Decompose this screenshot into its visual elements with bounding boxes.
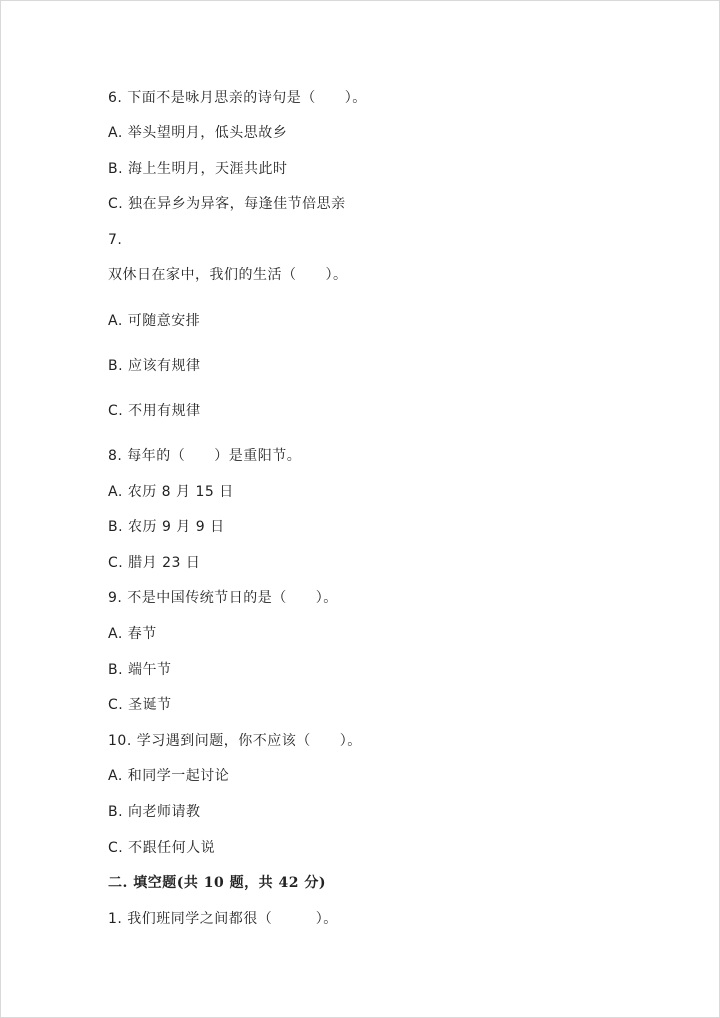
- question-10-option-a: A. 和同学一起讨论: [108, 768, 230, 784]
- question-8-option-b: B. 农历 9 月 9 日: [108, 519, 225, 535]
- question-7-option-c: C. 不用有规律: [108, 403, 201, 419]
- question-8-option-a: A. 农历 8 月 15 日: [108, 484, 234, 500]
- question-7-option-b: B. 应该有规律: [108, 358, 201, 374]
- question-7-option-a: A. 可随意安排: [108, 313, 201, 329]
- question-9-option-a: A. 春节: [108, 626, 157, 642]
- question-8-option-c: C. 腊月 23 日: [108, 555, 201, 571]
- question-6-option-a: A. 举头望明月，低头思故乡: [108, 125, 288, 141]
- section-2-question-1: 1. 我们班同学之间都很（ ）。: [108, 911, 338, 927]
- question-7-number: 7.: [108, 232, 123, 248]
- question-10-option-c: C. 不跟任何人说: [108, 840, 216, 856]
- question-9-stem: 9. 不是中国传统节日的是（ ）。: [108, 590, 338, 606]
- question-9-option-c: C. 圣诞节: [108, 697, 172, 713]
- question-6-stem: 6. 下面不是咏月思亲的诗句是（ ）。: [108, 90, 367, 106]
- question-6-option-b: B. 海上生明月，天涯共此时: [108, 161, 288, 177]
- question-8-stem: 8. 每年的（ ）是重阳节。: [108, 448, 302, 464]
- section-2-heading: 二. 填空题(共 10 题，共 42 分): [108, 875, 326, 891]
- question-6-option-c: C. 独在异乡为异客，每逢佳节倍思亲: [108, 196, 346, 212]
- question-9-option-b: B. 端午节: [108, 662, 172, 678]
- question-10-stem: 10. 学习遇到问题，你不应该（ ）。: [108, 733, 362, 749]
- question-7-stem: 双休日在家中，我们的生活（ ）。: [108, 267, 348, 283]
- question-10-option-b: B. 向老师请教: [108, 804, 201, 820]
